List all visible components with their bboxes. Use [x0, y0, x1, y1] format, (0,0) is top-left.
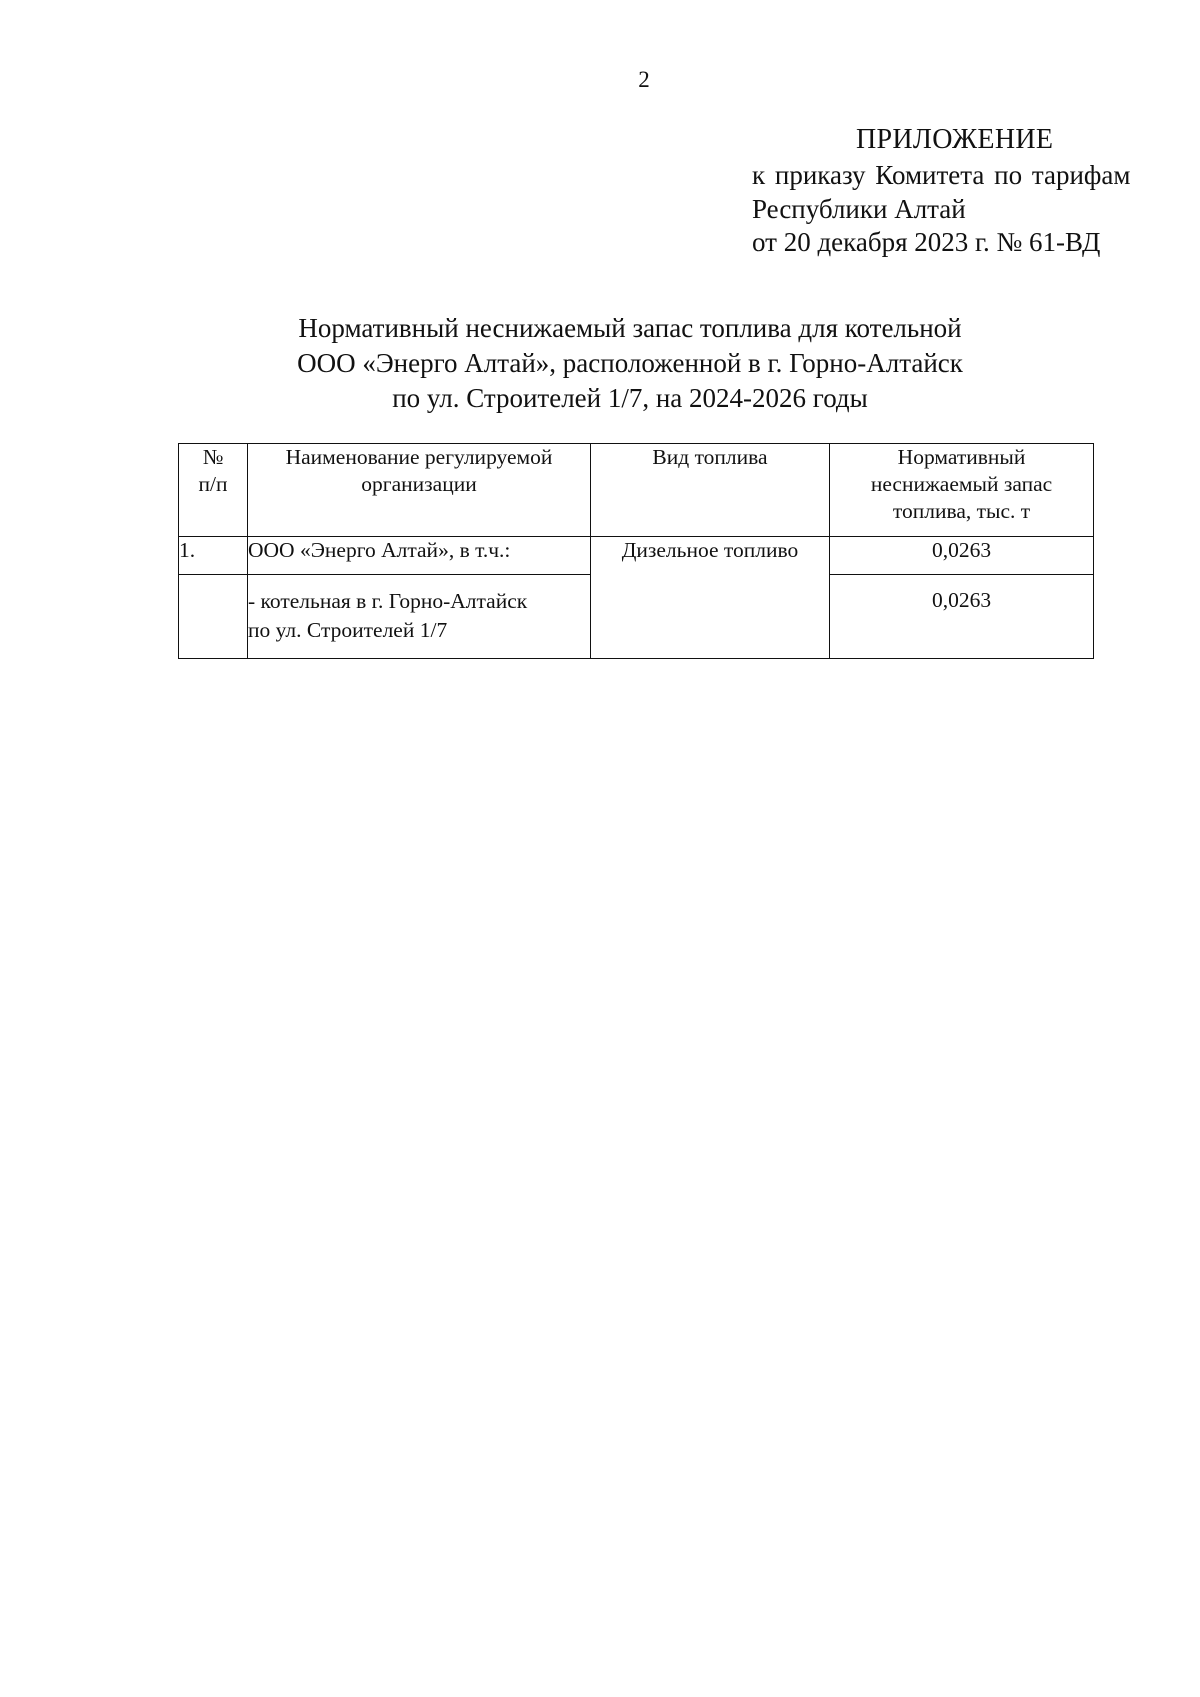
- row-number: [179, 575, 248, 659]
- row-reserve-value: 0,0263: [830, 575, 1094, 659]
- appendix-order-line: к приказу Комитета по тарифам: [752, 160, 1131, 190]
- row-organization-line: - котельная в г. Горно-Алтайск: [248, 589, 528, 613]
- appendix-authority-line: Республики Алтай: [752, 194, 966, 224]
- fuel-reserve-table: [178, 443, 1094, 659]
- fuel-type-cell: Дизельное топливо: [591, 537, 830, 659]
- header-organization: [248, 444, 591, 537]
- title-line: по ул. Строителей 1/7, на 2024-2026 годы: [392, 383, 868, 413]
- table-row: [179, 537, 1094, 575]
- title-line: ООО «Энерго Алтай», расположенной в г. Горно-Алтайск: [297, 348, 963, 378]
- header-number: [179, 444, 248, 537]
- header-number-abbrev: п/п: [198, 472, 228, 496]
- row-number: 1.: [179, 537, 248, 575]
- appendix-heading: ПРИЛОЖЕНИЕ: [856, 124, 1054, 155]
- document-title: [0, 311, 1200, 416]
- header-organization-line: Наименование регулируемой: [285, 445, 553, 469]
- appendix-date-line: от 20 декабря 2023 г. № 61-ВД: [752, 227, 1101, 257]
- title-line: Нормативный неснижаемый запас топлива для котельной: [298, 313, 962, 343]
- row-organization: ООО «Энерго Алтай», в т.ч.:: [248, 537, 591, 575]
- page-number: 2: [638, 67, 650, 92]
- row-organization: [248, 575, 591, 659]
- header-organization-line: организации: [361, 472, 477, 496]
- table-header-row: [179, 444, 1094, 537]
- header-reserve: [830, 444, 1094, 537]
- header-reserve-line: Нормативный: [897, 445, 1026, 469]
- row-reserve-value: 0,0263: [830, 537, 1094, 575]
- header-reserve-line: топлива, тыс. т: [892, 499, 1031, 523]
- header-number-symbol: №: [202, 445, 224, 469]
- row-organization-line: по ул. Строителей 1/7: [248, 618, 448, 642]
- header-fuel-type: Вид топлива: [591, 444, 830, 537]
- header-reserve-line: неснижаемый запас: [870, 472, 1053, 496]
